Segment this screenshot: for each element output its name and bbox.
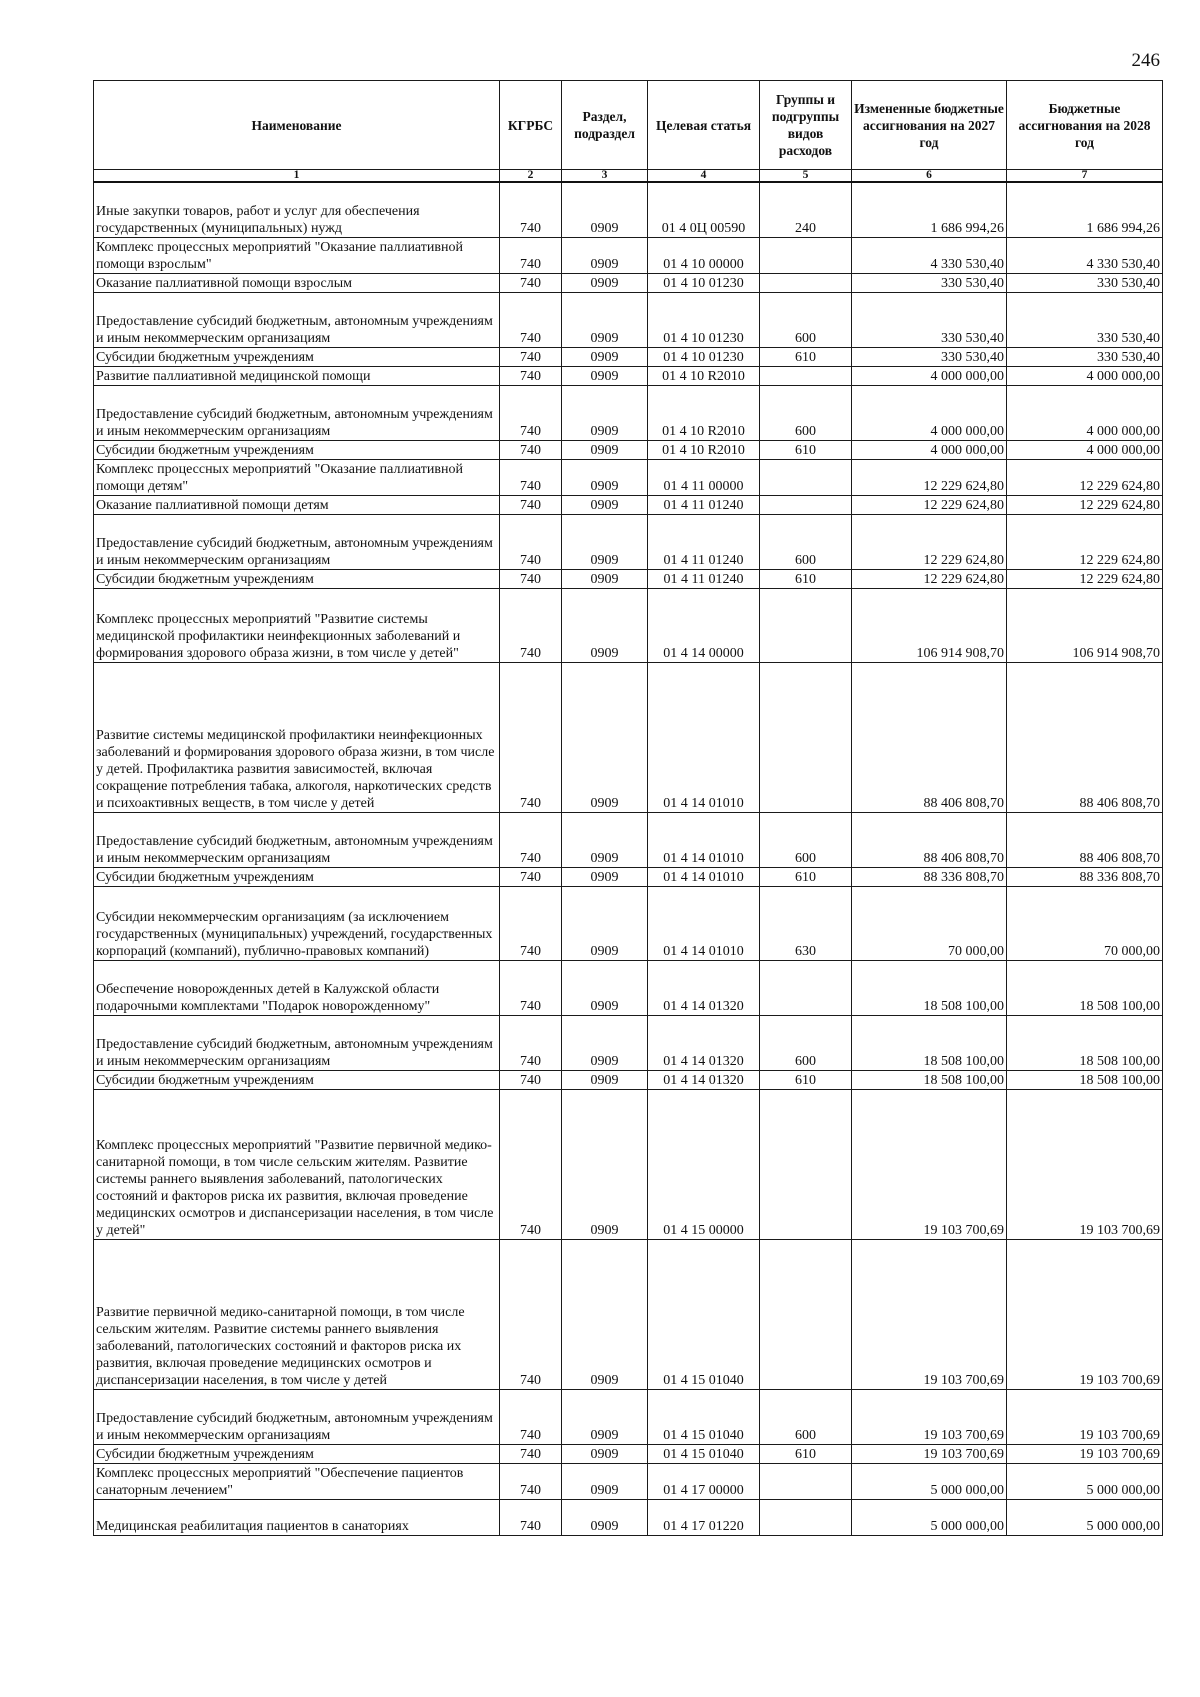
page-number: 246	[1131, 50, 1160, 71]
row-sum-2027: 330 530,40	[852, 292, 1007, 347]
table-row	[94, 495, 1163, 514]
table-row	[94, 662, 1163, 812]
row-vid	[760, 960, 852, 1015]
row-sum-2028: 19 103 700,69	[1007, 1444, 1163, 1463]
budget-table	[93, 80, 1163, 1536]
row-kgrbs: 740	[500, 1070, 562, 1089]
row-statya: 01 4 15 01040	[648, 1444, 760, 1463]
row-vid	[760, 588, 852, 662]
row-razdel: 0909	[562, 366, 648, 385]
row-razdel: 0909	[562, 1499, 648, 1535]
row-kgrbs: 740	[500, 1444, 562, 1463]
row-kgrbs: 740	[500, 440, 562, 459]
column-number: 5	[760, 170, 852, 183]
row-razdel: 0909	[562, 662, 648, 812]
table-row	[94, 1444, 1163, 1463]
row-vid: 610	[760, 1070, 852, 1089]
row-vid: 630	[760, 886, 852, 960]
row-sum-2027: 12 229 624,80	[852, 569, 1007, 588]
row-vid: 610	[760, 440, 852, 459]
header-statya: Целевая статья	[648, 81, 760, 170]
column-number: 6	[852, 170, 1007, 183]
row-sum-2027: 18 508 100,00	[852, 960, 1007, 1015]
row-sum-2028: 4 000 000,00	[1007, 440, 1163, 459]
row-vid: 600	[760, 1389, 852, 1444]
row-razdel: 0909	[562, 1015, 648, 1070]
row-sum-2028: 88 406 808,70	[1007, 662, 1163, 812]
table-header-row	[94, 81, 1163, 170]
row-name: Субсидии бюджетным учреждениям	[94, 440, 500, 459]
column-number: 4	[648, 170, 760, 183]
row-statya: 01 4 10 R2010	[648, 366, 760, 385]
row-razdel: 0909	[562, 273, 648, 292]
row-kgrbs: 740	[500, 1239, 562, 1389]
table-row	[94, 347, 1163, 366]
row-statya: 01 4 14 01010	[648, 886, 760, 960]
table-row	[94, 292, 1163, 347]
row-sum-2028: 12 229 624,80	[1007, 459, 1163, 495]
row-sum-2028: 330 530,40	[1007, 273, 1163, 292]
row-vid: 610	[760, 1444, 852, 1463]
row-name: Медицинская реабилитация пациентов в санаториях	[94, 1499, 500, 1535]
row-razdel: 0909	[562, 459, 648, 495]
row-sum-2027: 12 229 624,80	[852, 514, 1007, 569]
row-sum-2027: 106 914 908,70	[852, 588, 1007, 662]
row-vid	[760, 459, 852, 495]
row-vid: 600	[760, 292, 852, 347]
row-kgrbs: 740	[500, 385, 562, 440]
row-razdel: 0909	[562, 867, 648, 886]
row-vid	[760, 495, 852, 514]
table-row	[94, 1389, 1163, 1444]
row-statya: 01 4 14 01320	[648, 960, 760, 1015]
row-name: Предоставление субсидий бюджетным, автономным учреждениям и иным некоммерческим организациям	[94, 292, 500, 347]
row-vid	[760, 1239, 852, 1389]
row-statya: 01 4 14 01010	[648, 812, 760, 867]
row-statya: 01 4 11 01240	[648, 514, 760, 569]
row-name: Предоставление субсидий бюджетным, автономным учреждениям и иным некоммерческим организациям	[94, 812, 500, 867]
row-kgrbs: 740	[500, 182, 562, 237]
table-row	[94, 886, 1163, 960]
row-statya: 01 4 17 00000	[648, 1463, 760, 1499]
row-vid: 600	[760, 812, 852, 867]
row-razdel: 0909	[562, 1070, 648, 1089]
table-body	[94, 182, 1163, 1535]
row-statya: 01 4 14 01320	[648, 1015, 760, 1070]
header-2027: Измененные бюджетные ассигнования на 2027 год	[852, 81, 1007, 170]
row-name: Субсидии бюджетным учреждениям	[94, 1444, 500, 1463]
row-sum-2028: 88 406 808,70	[1007, 812, 1163, 867]
row-razdel: 0909	[562, 960, 648, 1015]
table-row	[94, 459, 1163, 495]
row-sum-2027: 19 103 700,69	[852, 1239, 1007, 1389]
row-vid: 600	[760, 385, 852, 440]
row-sum-2028: 330 530,40	[1007, 292, 1163, 347]
row-name: Предоставление субсидий бюджетным, автономным учреждениям и иным некоммерческим организациям	[94, 1015, 500, 1070]
row-razdel: 0909	[562, 886, 648, 960]
row-sum-2027: 12 229 624,80	[852, 495, 1007, 514]
row-sum-2028: 12 229 624,80	[1007, 569, 1163, 588]
table-row	[94, 867, 1163, 886]
row-kgrbs: 740	[500, 1089, 562, 1239]
row-statya: 01 4 10 01230	[648, 292, 760, 347]
row-kgrbs: 740	[500, 1015, 562, 1070]
row-sum-2027: 19 103 700,69	[852, 1089, 1007, 1239]
row-name: Обеспечение новорожденных детей в Калужской области подарочными комплектами "Подарок новорожденному"	[94, 960, 500, 1015]
row-vid: 240	[760, 182, 852, 237]
row-kgrbs: 740	[500, 273, 562, 292]
table-row	[94, 960, 1163, 1015]
row-razdel: 0909	[562, 237, 648, 273]
row-statya: 01 4 11 00000	[648, 459, 760, 495]
row-vid	[760, 237, 852, 273]
column-number: 3	[562, 170, 648, 183]
row-kgrbs: 740	[500, 886, 562, 960]
header-vid: Группы и подгруппы видов расходов	[760, 81, 852, 170]
row-statya: 01 4 10 01230	[648, 273, 760, 292]
row-kgrbs: 740	[500, 1389, 562, 1444]
row-vid	[760, 273, 852, 292]
row-sum-2027: 4 000 000,00	[852, 366, 1007, 385]
row-sum-2028: 1 686 994,26	[1007, 182, 1163, 237]
row-sum-2028: 18 508 100,00	[1007, 1015, 1163, 1070]
row-sum-2028: 12 229 624,80	[1007, 495, 1163, 514]
table-row	[94, 182, 1163, 237]
row-statya: 01 4 10 01230	[648, 347, 760, 366]
row-kgrbs: 740	[500, 347, 562, 366]
table-row	[94, 273, 1163, 292]
row-statya: 01 4 11 01240	[648, 495, 760, 514]
row-name: Развитие паллиативной медицинской помощи	[94, 366, 500, 385]
row-name: Комплекс процессных мероприятий "Развитие первичной медико-санитарной помощи, в том числе сельским жителям. Развитие системы раннего выявления заболеваний, патологических состояний и факторов риска их развития, включая проведение медицинских осмотров и диспансеризации населения, в том числе у детей"	[94, 1089, 500, 1239]
row-sum-2027: 4 330 530,40	[852, 237, 1007, 273]
row-sum-2027: 19 103 700,69	[852, 1389, 1007, 1444]
row-razdel: 0909	[562, 569, 648, 588]
column-number: 7	[1007, 170, 1163, 183]
row-razdel: 0909	[562, 385, 648, 440]
row-sum-2027: 70 000,00	[852, 886, 1007, 960]
table-row	[94, 812, 1163, 867]
row-name: Предоставление субсидий бюджетным, автономным учреждениям и иным некоммерческим организациям	[94, 1389, 500, 1444]
row-razdel: 0909	[562, 292, 648, 347]
row-kgrbs: 740	[500, 237, 562, 273]
row-sum-2027: 12 229 624,80	[852, 459, 1007, 495]
row-kgrbs: 740	[500, 514, 562, 569]
row-sum-2028: 12 229 624,80	[1007, 514, 1163, 569]
row-name: Комплекс процессных мероприятий "Развитие системы медицинской профилактики неинфекционных заболеваний и формирования здорового образа жизни, в том числе у детей"	[94, 588, 500, 662]
row-statya: 01 4 15 00000	[648, 1089, 760, 1239]
row-name: Предоставление субсидий бюджетным, автономным учреждениям и иным некоммерческим организациям	[94, 514, 500, 569]
row-kgrbs: 740	[500, 292, 562, 347]
row-razdel: 0909	[562, 1089, 648, 1239]
row-name: Комплекс процессных мероприятий "Обеспечение пациентов санаторным лечением"	[94, 1463, 500, 1499]
row-vid	[760, 1463, 852, 1499]
table-row	[94, 1239, 1163, 1389]
row-sum-2027: 18 508 100,00	[852, 1015, 1007, 1070]
table-row	[94, 237, 1163, 273]
row-name: Развитие системы медицинской профилактики неинфекционных заболеваний и формирования здорового образа жизни, в том числе у детей. Профилактика развития зависимостей, включая сокращение потребления табака, алкоголя, наркотических средств и психоактивных веществ, в том числе у детей	[94, 662, 500, 812]
row-kgrbs: 740	[500, 588, 562, 662]
row-name: Субсидии бюджетным учреждениям	[94, 347, 500, 366]
row-kgrbs: 740	[500, 867, 562, 886]
header-name: Наименование	[94, 81, 500, 170]
row-vid: 610	[760, 347, 852, 366]
row-sum-2028: 4 330 530,40	[1007, 237, 1163, 273]
column-number: 2	[500, 170, 562, 183]
table-row	[94, 569, 1163, 588]
row-razdel: 0909	[562, 1389, 648, 1444]
row-kgrbs: 740	[500, 960, 562, 1015]
row-name: Оказание паллиативной помощи детям	[94, 495, 500, 514]
row-name: Субсидии бюджетным учреждениям	[94, 867, 500, 886]
row-sum-2027: 88 406 808,70	[852, 812, 1007, 867]
row-sum-2028: 19 103 700,69	[1007, 1389, 1163, 1444]
row-kgrbs: 740	[500, 495, 562, 514]
row-sum-2027: 4 000 000,00	[852, 385, 1007, 440]
row-sum-2028: 19 103 700,69	[1007, 1089, 1163, 1239]
row-sum-2028: 4 000 000,00	[1007, 366, 1163, 385]
row-razdel: 0909	[562, 1463, 648, 1499]
table-row	[94, 1015, 1163, 1070]
row-kgrbs: 740	[500, 366, 562, 385]
row-sum-2027: 330 530,40	[852, 347, 1007, 366]
row-statya: 01 4 14 01010	[648, 662, 760, 812]
row-razdel: 0909	[562, 812, 648, 867]
row-sum-2028: 330 530,40	[1007, 347, 1163, 366]
row-name: Предоставление субсидий бюджетным, автономным учреждениям и иным некоммерческим организациям	[94, 385, 500, 440]
row-sum-2028: 70 000,00	[1007, 886, 1163, 960]
row-name: Субсидии бюджетным учреждениям	[94, 1070, 500, 1089]
column-number: 1	[94, 170, 500, 183]
table-row	[94, 1499, 1163, 1535]
table-row	[94, 440, 1163, 459]
row-name: Комплекс процессных мероприятий "Оказание паллиативной помощи детям"	[94, 459, 500, 495]
row-vid	[760, 662, 852, 812]
row-name: Субсидии некоммерческим организациям (за исключением государственных (муниципальных) учреждений, государственных корпораций (компаний), публично-правовых компаний)	[94, 886, 500, 960]
table-row	[94, 588, 1163, 662]
row-statya: 01 4 10 00000	[648, 237, 760, 273]
row-name: Субсидии бюджетным учреждениям	[94, 569, 500, 588]
row-statya: 01 4 17 01220	[648, 1499, 760, 1535]
row-kgrbs: 740	[500, 459, 562, 495]
row-statya: 01 4 10 R2010	[648, 440, 760, 459]
row-kgrbs: 740	[500, 812, 562, 867]
row-vid	[760, 366, 852, 385]
row-sum-2028: 18 508 100,00	[1007, 960, 1163, 1015]
row-kgrbs: 740	[500, 1463, 562, 1499]
row-sum-2028: 5 000 000,00	[1007, 1499, 1163, 1535]
table-row	[94, 385, 1163, 440]
header-kgrbs: КГРБС	[500, 81, 562, 170]
row-sum-2027: 88 406 808,70	[852, 662, 1007, 812]
row-statya: 01 4 10 R2010	[648, 385, 760, 440]
row-statya: 01 4 14 00000	[648, 588, 760, 662]
table-row	[94, 366, 1163, 385]
row-name: Комплекс процессных мероприятий "Оказание паллиативной помощи взрослым"	[94, 237, 500, 273]
row-razdel: 0909	[562, 440, 648, 459]
table-row	[94, 514, 1163, 569]
row-sum-2027: 5 000 000,00	[852, 1499, 1007, 1535]
row-kgrbs: 740	[500, 662, 562, 812]
row-statya: 01 4 14 01320	[648, 1070, 760, 1089]
row-razdel: 0909	[562, 495, 648, 514]
row-sum-2028: 106 914 908,70	[1007, 588, 1163, 662]
row-sum-2027: 4 000 000,00	[852, 440, 1007, 459]
row-vid	[760, 1089, 852, 1239]
row-sum-2027: 330 530,40	[852, 273, 1007, 292]
row-sum-2028: 19 103 700,69	[1007, 1239, 1163, 1389]
row-sum-2027: 18 508 100,00	[852, 1070, 1007, 1089]
row-sum-2028: 5 000 000,00	[1007, 1463, 1163, 1499]
row-sum-2027: 1 686 994,26	[852, 182, 1007, 237]
row-statya: 01 4 14 01010	[648, 867, 760, 886]
row-kgrbs: 740	[500, 569, 562, 588]
table-row	[94, 1089, 1163, 1239]
row-razdel: 0909	[562, 514, 648, 569]
row-razdel: 0909	[562, 1444, 648, 1463]
table-row	[94, 1463, 1163, 1499]
row-sum-2028: 88 336 808,70	[1007, 867, 1163, 886]
row-vid: 610	[760, 569, 852, 588]
row-razdel: 0909	[562, 588, 648, 662]
row-razdel: 0909	[562, 1239, 648, 1389]
header-2028: Бюджетные ассигнования на 2028 год	[1007, 81, 1163, 170]
row-name: Иные закупки товаров, работ и услуг для обеспечения государственных (муниципальных) нужд	[94, 182, 500, 237]
row-statya: 01 4 15 01040	[648, 1239, 760, 1389]
row-vid: 600	[760, 1015, 852, 1070]
row-kgrbs: 740	[500, 1499, 562, 1535]
row-vid	[760, 1499, 852, 1535]
row-statya: 01 4 0Ц 00590	[648, 182, 760, 237]
row-razdel: 0909	[562, 347, 648, 366]
row-sum-2028: 4 000 000,00	[1007, 385, 1163, 440]
row-statya: 01 4 11 01240	[648, 569, 760, 588]
row-vid: 600	[760, 514, 852, 569]
row-vid: 610	[760, 867, 852, 886]
row-sum-2028: 18 508 100,00	[1007, 1070, 1163, 1089]
row-sum-2027: 88 336 808,70	[852, 867, 1007, 886]
header-razdel: Раздел, подраздел	[562, 81, 648, 170]
row-sum-2027: 5 000 000,00	[852, 1463, 1007, 1499]
table-row	[94, 1070, 1163, 1089]
row-name: Оказание паллиативной помощи взрослым	[94, 273, 500, 292]
column-number-row	[94, 170, 1163, 183]
row-name: Развитие первичной медико-санитарной помощи, в том числе сельским жителям. Развитие системы раннего выявления заболеваний, патологических состояний и факторов риска их развития, включая проведение медицинских осмотров и диспансеризации населения, в том числе у детей	[94, 1239, 500, 1389]
row-razdel: 0909	[562, 182, 648, 237]
row-sum-2027: 19 103 700,69	[852, 1444, 1007, 1463]
row-statya: 01 4 15 01040	[648, 1389, 760, 1444]
